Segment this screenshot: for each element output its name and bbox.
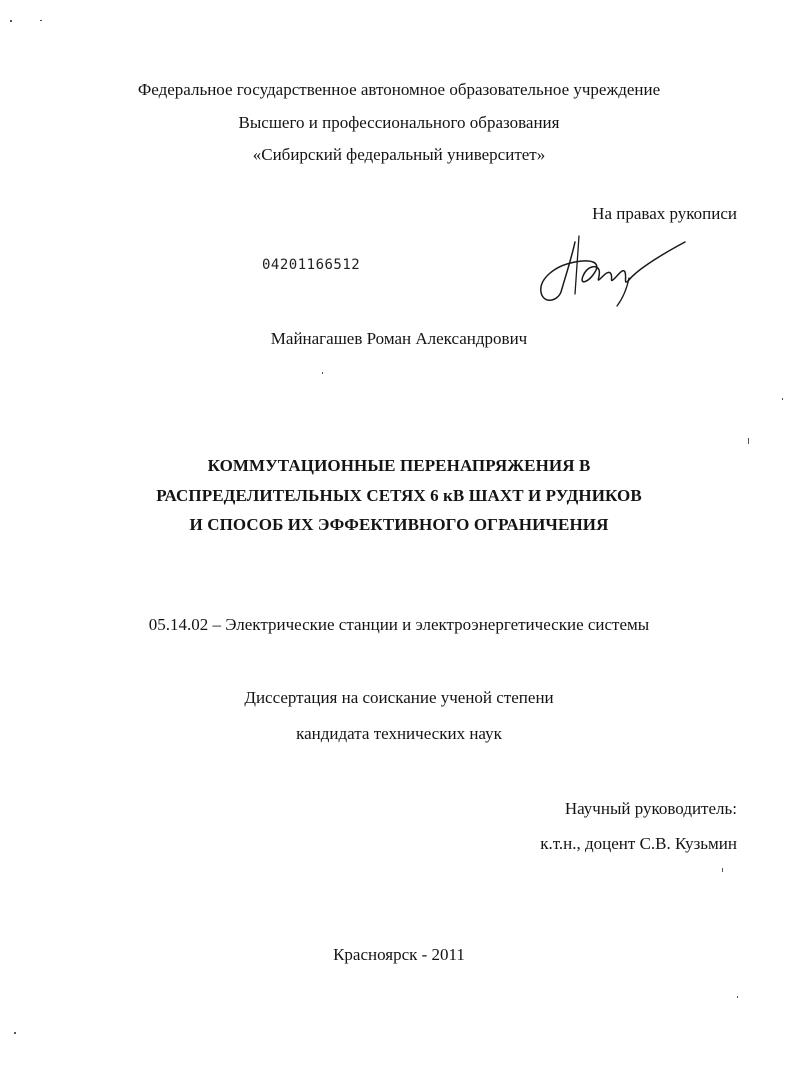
- supervisor-label: Научный руководитель:: [564, 799, 737, 818]
- scan-speck: [782, 398, 783, 400]
- title-line-3: И СПОСОБ ИХ ЭФФЕКТИВНОГО ОГРАНИЧЕНИЯ: [189, 515, 609, 534]
- city-year: Красноярск - 2011: [333, 945, 465, 964]
- scan-speck: [10, 20, 12, 22]
- degree-line-1: Диссертация на соискание ученой степени: [244, 688, 554, 707]
- supervisor-name: к.т.н., доцент С.В. Кузьмин: [540, 834, 737, 853]
- degree-line-2: кандидата технических наук: [296, 724, 502, 743]
- specialty-code: 05.14.02 – Электрические станции и электроэнергетические системы: [148, 615, 650, 634]
- serial-number: 04201166512: [262, 257, 361, 273]
- header-institution-line: Федеральное государственное автономное образовательное учреждение: [137, 80, 661, 99]
- title-line-2: РАСПРЕДЕЛИТЕЛЬНЫХ СЕТЯХ 6 кВ ШАХТ И РУДНИКОВ: [156, 486, 642, 505]
- signature-image: [535, 232, 695, 312]
- manuscript-note: На правах рукописи: [592, 204, 737, 223]
- scan-speck: [40, 20, 42, 21]
- title-line-1: КОММУТАЦИОННЫЕ ПЕРЕНАПРЯЖЕНИЯ В: [207, 456, 591, 475]
- header-education-line: Высшего и профессионального образования: [238, 113, 560, 132]
- header-university-line: «Сибирский федеральный университет»: [252, 145, 546, 164]
- scan-speck: [322, 372, 323, 374]
- scan-speck: [737, 996, 738, 998]
- scan-speck: [748, 438, 749, 444]
- author-name: Майнагашев Роман Александрович: [270, 329, 528, 348]
- scan-speck: [14, 1032, 16, 1034]
- scan-speck: [722, 868, 723, 872]
